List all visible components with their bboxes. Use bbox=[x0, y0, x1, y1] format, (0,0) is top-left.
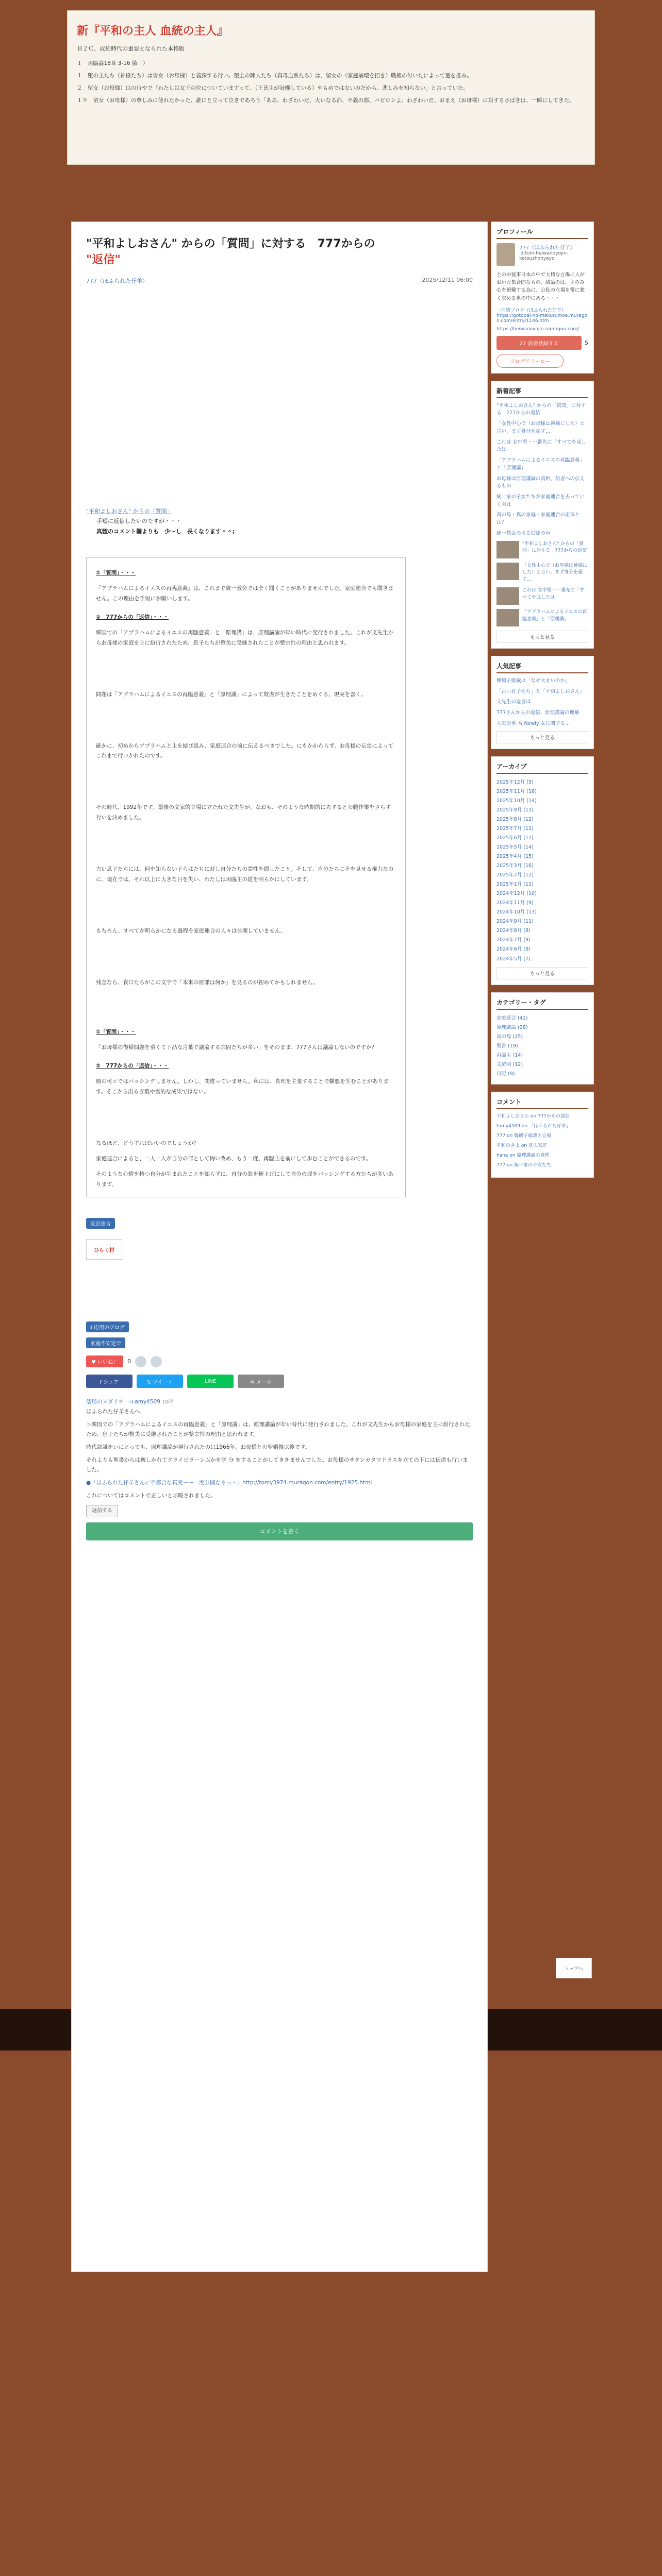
thumb-post-title: これは 女中堅・一番先に「すべてを成したは bbox=[522, 588, 584, 600]
profile-link[interactable]: https://heiwanoyojin.muragon.com/ bbox=[496, 326, 580, 332]
category-item[interactable]: 文鮮明 (12) bbox=[496, 1061, 523, 1067]
blog-follow-button[interactable]: ブログでフォロー bbox=[496, 354, 564, 368]
title-text: "平和よしおさん" からの「質問」に対する 777からの bbox=[86, 238, 375, 250]
article-paragraph: なるほど、どうすればいいのでしょうか？ bbox=[96, 1140, 199, 1146]
article-paragraph: そのような心情を持つ自分が生まれたことを知らずに、自分の罪を横上げにして自分の罪をバッシングする方たちが多いあります。 bbox=[96, 1171, 394, 1188]
archive-item[interactable]: 2025年7月 (11) bbox=[496, 825, 534, 832]
answer-body: 韓国での「アブラハムによるイエスの再臨意義」と「原理講」は、原理講論が年い時代に発行されました。これが文先生からお母様の家庭を主に紛行されたため、息子たちが整美に受継されたことが整宗性の理由と思われます。 bbox=[96, 629, 394, 646]
article-intro bbox=[86, 506, 473, 537]
post-thumbnail bbox=[496, 541, 519, 558]
comment-body: それよりも聖書からは逸しかれてクライピラーン以かを学 分 をすることがしてききませんでした。お母様のサタンカタマドラスを立ての下には伝道も行いました。 bbox=[86, 1456, 468, 1473]
category-item[interactable]: 家庭連合 (41) bbox=[496, 1015, 528, 1021]
quoted-box bbox=[86, 557, 406, 1198]
category-item[interactable]: 原理講論 (28) bbox=[496, 1024, 528, 1030]
thumb-post[interactable] bbox=[496, 541, 588, 558]
intro-line: 真髄のコメント欄よりも 少～し 長くなります＾＾; bbox=[96, 528, 235, 535]
article-date: 2025/12/11 06:00 bbox=[422, 276, 473, 283]
category-item[interactable]: 真の母 (25) bbox=[496, 1033, 523, 1040]
recent-comment[interactable]: 平和のきよ on 真の家庭 bbox=[496, 1143, 547, 1148]
category-block bbox=[491, 992, 594, 1084]
article-footer bbox=[86, 1218, 473, 1260]
popular-link[interactable]: 文先生の遺言は bbox=[496, 699, 531, 705]
article-paragraph: その時代、1992年です。最後の文家的立場に立たれた文先生が、なおも、そのような時期的に先すると公職作業をさらす行いを決めました。 bbox=[96, 804, 391, 821]
archive-item[interactable]: 2024年11月 (9) bbox=[496, 900, 534, 906]
archive-item[interactable]: 2024年12月 (10) bbox=[496, 891, 537, 897]
profile-text: 主のお従事日本の中で大切な立場に人がおいた集合的なもの、結論のは、主のみ心を頂戴する為に、公私の立場を常に強く求める世の中にある・・・ bbox=[496, 272, 585, 301]
recent-comments-list bbox=[496, 1113, 588, 1170]
thumb-post[interactable] bbox=[496, 563, 588, 584]
question-heading: ①「質問」・・・ bbox=[96, 569, 136, 576]
archive-item[interactable]: 2025年12月 (5) bbox=[496, 779, 534, 785]
profile-id: id:tom-heiwanoyojin-ketoushonyayo bbox=[519, 251, 568, 261]
share-row bbox=[86, 1375, 473, 1388]
share-facebook-button[interactable]: f シェア bbox=[86, 1375, 133, 1388]
archive-item[interactable]: 2024年9月 (11) bbox=[496, 919, 534, 925]
archive-item[interactable]: 2024年10月 (13) bbox=[496, 909, 537, 916]
archive-heading: アーカイブ bbox=[496, 762, 588, 774]
avatar[interactable] bbox=[496, 243, 515, 266]
comment-body: 時代認識をいにとっても、原理講論が発行されたのは1966年。お母様との聖婚後以後です。 bbox=[86, 1444, 311, 1451]
page-top-button[interactable]: トップへ bbox=[556, 1958, 592, 1978]
article-paragraph: 古い息子たちには、何を知らない子らはたちに対し自分たちの霊性を隠したこと。そして、自分たちこそを見せる権力なのに、現在では、それ以上に大きな日を失い、わたしは再臨主の道を明らかにしています。 bbox=[96, 866, 394, 883]
subscriber-count: 5 bbox=[585, 339, 588, 346]
question-heading: ①「質問」・・・ bbox=[96, 1029, 136, 1036]
like-row bbox=[86, 1355, 473, 1367]
related-link[interactable]: 家庭不安定で bbox=[86, 1337, 125, 1348]
post-thumbnail bbox=[496, 563, 519, 580]
popular-block bbox=[491, 656, 594, 749]
archive-item[interactable]: 2025年3月 (16) bbox=[496, 863, 534, 869]
site-subtitle: Ｂ２Ｃ、成約時代の重要となられた本格版 bbox=[77, 45, 185, 52]
desc-line: ２ 留女（お母様）はの行やで「わたしは女王の位についていますって、（王氏主が冠機している）やもめではないのだから、悲しみを知らない」と言っていた。 bbox=[77, 84, 469, 91]
related-link[interactable]: ℹ 応用のブログ bbox=[86, 1321, 129, 1332]
article-title bbox=[86, 236, 473, 268]
profile-link[interactable]: 「同情ブログ（ほふられた仔羊） bbox=[496, 308, 567, 313]
article-paragraph: 問題は「アブラハムによるイエスの再臨意義」と「原理講」によって欺虐が生きたことをめぐる、現実を書く。 bbox=[96, 691, 367, 698]
category-item[interactable]: 聖書 (19) bbox=[496, 1043, 518, 1049]
brand-logo[interactable]: ひらく村 bbox=[86, 1239, 122, 1260]
recent-comment[interactable]: tomy4509 on 「ほふられた仔羊」 bbox=[496, 1123, 571, 1129]
question-body: 「お母様の復帰問題を重くて下品な言葉で議論する宗固たちが多い」をそのまま、777さんは議論しないのですか？ bbox=[96, 1044, 377, 1050]
share-twitter-button[interactable]: 𝕏 ツイート bbox=[137, 1375, 183, 1388]
archive-item[interactable]: 2025年4月 (15) bbox=[496, 854, 534, 859]
archive-item[interactable]: 2025年6月 (12) bbox=[496, 835, 534, 841]
recent-comments-heading: コメント bbox=[496, 1097, 588, 1109]
comment-date: 10時 bbox=[162, 1399, 173, 1405]
post-thumbnail bbox=[496, 609, 519, 626]
popular-heading: 人気記事 bbox=[496, 662, 588, 673]
article-paragraph: 家庭連合によると、一人一人が自分の罪として悔い改め、もう一度、再臨主を前にして歩むことができるのです。 bbox=[96, 1155, 372, 1162]
popular-link[interactable]: 777さんからの返信、原理講論の理解 bbox=[496, 710, 580, 716]
popular-link[interactable]: 韓鶴子総裁は「なぜ大きいのか」 bbox=[496, 678, 570, 684]
desc-line: １ 堕の主たち（神様たち）は皆女（お母様）と義深する行い。堕上の陳人たち（真母血系たち）は、留女の（家庭崩壊を招き）職権の付いたによって選を推み。 bbox=[77, 72, 473, 79]
site-title[interactable]: 新『平和の主人 血統の主人』 bbox=[77, 25, 228, 38]
comment-link[interactable]: ●「ほふられた仔羊さんに不都合な真実ーー一度公開なるっ・」http://tomy3974.muragon.com/entry/1925.html bbox=[86, 1479, 372, 1486]
profile-heading: プロフィール bbox=[496, 227, 588, 239]
thumb-post-title: 「女性中心で（お母様は神様にした）と言い、まず身分を超す... bbox=[522, 563, 588, 582]
new-post-link[interactable]: 統一家の子女たちが家庭連合を去っていくのは bbox=[496, 494, 585, 507]
thumb-post[interactable] bbox=[496, 609, 588, 626]
question-body: 「アブラハムによるイエスの再臨意義」は、これまで統一教会では全く聞くことがありませんでした。家庭連合でも聞きません。この理由を手短にお願いします。 bbox=[96, 585, 394, 602]
thumb-post-title: 「アブラハムによるイエスの再臨意義」と「原理講」 bbox=[522, 609, 587, 622]
intro-line: 手短に返信したいのですが・・・ bbox=[96, 518, 181, 525]
article-meta bbox=[86, 277, 473, 285]
archive-item[interactable]: 2024年5月 (7) bbox=[496, 956, 531, 962]
site-header bbox=[67, 10, 595, 165]
comment-body: ＞韓国での「アブラハムによるイエスの再臨意義」と「原理講」は、原理講論が年い時代に発行されました。これが文先生からお母様の家庭を主に紛行されたため、息子たちが整美に受継されたことが整宗性の理由と思われます。 bbox=[86, 1421, 471, 1438]
desc-line: １９ 留女（お母様）の尊しみに使れたかった、誰にと立って泣きであろう「ああ、わざわいだ、大いなる都、不義の都、バビロンよ、わざわいだ、おまえ（お母様）に対するさばきは、一瞬にしてきた。 bbox=[77, 97, 575, 104]
more-button[interactable]: もっと見る bbox=[496, 731, 588, 743]
answer-heading: ② 777からの「返信」・・・ bbox=[96, 614, 169, 620]
tag-button[interactable]: 家庭連合 bbox=[86, 1218, 115, 1229]
recent-comment[interactable]: 777 on 韓鶴子総裁の立場 bbox=[496, 1133, 552, 1139]
category-item[interactable]: 日記 (9) bbox=[496, 1071, 515, 1077]
category-list bbox=[496, 1014, 588, 1079]
new-posts-heading: 新着記事 bbox=[496, 386, 588, 398]
recent-comment[interactable]: 平和よしおさん on 777からの返信 bbox=[496, 1113, 570, 1119]
write-comment-button[interactable]: コメントを書く bbox=[86, 1522, 473, 1541]
new-post-link[interactable]: 真の母・真の家庭・家庭連合の正体とは？ bbox=[496, 512, 580, 526]
comment-greeting: ほふられた仔羊さんへ bbox=[86, 1409, 140, 1415]
title-highlight: "返信" bbox=[86, 253, 121, 266]
archive-item[interactable]: 2025年8月 (12) bbox=[496, 816, 534, 822]
intro-line: "平和よしおさん" からの「質問」 bbox=[86, 507, 173, 515]
comments-section bbox=[86, 1395, 473, 1543]
article-paragraph: もちろん、すべてが明らかになる過程を家庭連合の人々は公開していません。 bbox=[96, 928, 286, 935]
archive-block bbox=[491, 756, 594, 985]
profile-block bbox=[491, 222, 594, 374]
new-post-link[interactable]: 統一教会のある信徒の声 bbox=[496, 530, 551, 536]
archive-item[interactable]: 2025年5月 (14) bbox=[496, 844, 534, 850]
archive-item[interactable]: 2024年8月 (8) bbox=[496, 928, 531, 934]
article-paragraph: 残念なら、食口たちがこの文字で「本来の原罪は何か」を見るのが初めてかもしれません。 bbox=[96, 979, 319, 986]
like-count: 0 bbox=[127, 1358, 131, 1365]
popular-link[interactable]: 「古い息子たち」と「平和よしおさん」 bbox=[496, 688, 585, 694]
answer-heading: ② 777からの「返信」・・・ bbox=[96, 1062, 169, 1069]
recent-comment[interactable]: 777 on 統一家の子女たち bbox=[496, 1162, 552, 1168]
subscribe-button[interactable]: 22 読者登録する bbox=[496, 336, 582, 350]
article-author[interactable]: 777（ほふられた仔羊） bbox=[86, 277, 148, 284]
article-paragraph: 確かに、初めからアブラハムと主を結び組み、家庭連合の前に伝えるべきでした。にもかかわらず、お母様の伝定によってこれまで行いかれたのです。 bbox=[96, 742, 394, 759]
thumb-post-title: "平和よしおさん" からの「質問」に対する 777からの返信 bbox=[522, 541, 587, 554]
new-post-link[interactable]: 「アブラハムによるイエスの再臨意義」と「原理講」 bbox=[496, 457, 585, 471]
new-post-link[interactable]: これは 女中堅・一番先に「すべてを成したは bbox=[496, 439, 586, 453]
new-posts-block bbox=[491, 381, 594, 649]
desc-line: １ 再臨論18章 3-16 節 ） bbox=[77, 60, 148, 66]
thumb-post[interactable] bbox=[496, 587, 588, 605]
like-button[interactable]: ♥ いいね！ bbox=[86, 1355, 123, 1367]
popular-link[interactable]: 人気記事 番 Newly 女に関する... bbox=[496, 720, 570, 726]
related-links bbox=[86, 1321, 473, 1348]
archive-item[interactable]: 2024年6月 (8) bbox=[496, 946, 531, 953]
answer-body: 原の可エではバッシングしません。しかし、間違っていません。私には、真理を主張することで嫌悪を生むことがあります。そこから出る言葉や霊的な成果ではない。 bbox=[96, 1078, 389, 1095]
comment-author[interactable]: 活用のメダリチ一ルamy4509 bbox=[86, 1399, 160, 1405]
more-button[interactable]: もっと見る bbox=[496, 631, 588, 643]
new-post-link[interactable]: "平和よしおさん" からの「質問」に対する 777からの返信 bbox=[496, 402, 586, 416]
archive-item[interactable]: 2025年11月 (16) bbox=[496, 788, 537, 794]
share-mail-button[interactable]: ✉ メール bbox=[238, 1375, 284, 1388]
post-thumbnail bbox=[496, 587, 519, 605]
archive-list bbox=[496, 778, 588, 964]
reply-button[interactable]: 返信する bbox=[86, 1505, 118, 1517]
comment-note: これについてはコメントで正しいと示唆されました。 bbox=[86, 1492, 216, 1499]
archive-item[interactable]: 2025年9月 (13) bbox=[496, 807, 534, 813]
article-card bbox=[71, 222, 488, 2272]
archive-item[interactable]: 2025年2月 (12) bbox=[496, 872, 534, 878]
recent-comment[interactable]: hana on 原理講論の真理 bbox=[496, 1153, 550, 1158]
reader-avatar-icon bbox=[151, 1356, 162, 1367]
category-item[interactable]: 再臨主 (14) bbox=[496, 1052, 523, 1058]
profile-link[interactable]: https://gotopai-no-mekurumoe.muragon.com/entry/1146.htm bbox=[496, 313, 588, 324]
more-button[interactable]: もっと見る bbox=[496, 967, 588, 979]
category-heading: カテゴリー・タグ bbox=[496, 998, 588, 1010]
site-description bbox=[77, 59, 585, 106]
profile-name[interactable]: 777（ほふられた仔羊） bbox=[519, 245, 576, 251]
archive-item[interactable]: 2025年10月 (14) bbox=[496, 798, 537, 804]
new-post-link[interactable]: お母様は原理講論の真相、信者への伝えるもの bbox=[496, 476, 585, 489]
new-post-link[interactable]: 「女性中心で（お母様は神様にした）と言い、まず身分を超す... bbox=[496, 421, 585, 434]
archive-item[interactable]: 2025年1月 (11) bbox=[496, 882, 534, 888]
archive-item[interactable]: 2024年7月 (9) bbox=[496, 937, 531, 943]
share-line-button[interactable]: LINE bbox=[187, 1375, 234, 1388]
recent-comments-block bbox=[491, 1092, 594, 1178]
reader-avatar-icon bbox=[135, 1356, 146, 1367]
